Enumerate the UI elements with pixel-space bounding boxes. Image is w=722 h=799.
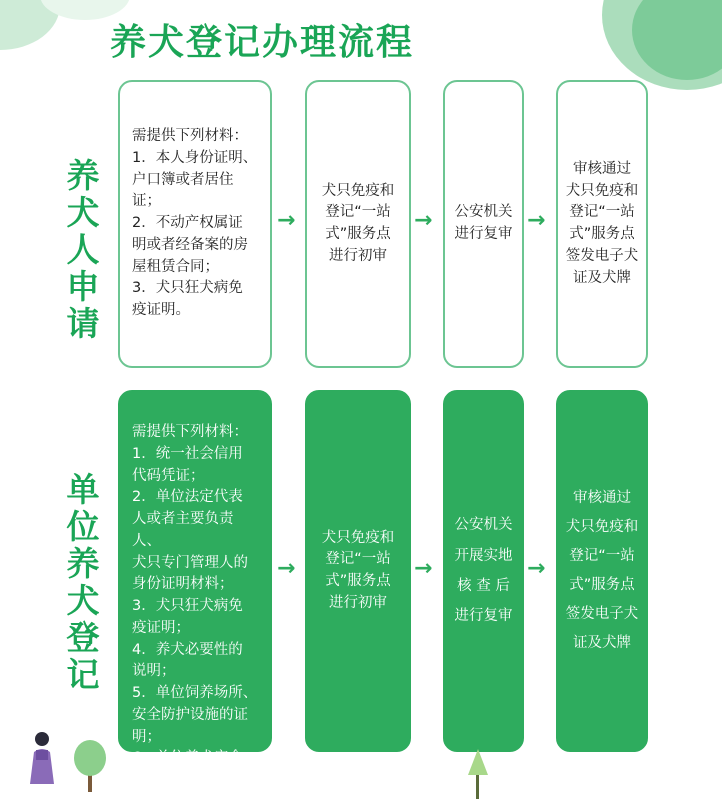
text-line: 明； [132, 728, 161, 745]
section-label-char: 犬 [66, 192, 100, 232]
section-label-char: 位 [66, 506, 100, 546]
text-line: 式”服务点 [325, 573, 391, 589]
text-line: 1．本人身份证明、 [132, 149, 258, 166]
arrow-icon: → [527, 208, 546, 233]
text-line: 式”服务点 [325, 226, 391, 242]
page-title: 养犬登记办理流程 [110, 22, 415, 63]
arrow-icon: → [414, 208, 433, 233]
text-line: 犬只专门管理人的 [132, 554, 248, 571]
section-label-text [60, 472, 106, 694]
materials-list [132, 126, 260, 322]
text-line: 公安机关 [454, 517, 513, 534]
step-box-issue-certificate [556, 80, 648, 368]
section-label-char: 登 [66, 617, 100, 657]
text-line: 3．犬只狂犬病免 [132, 598, 243, 614]
text-line: 公安机关 [454, 204, 513, 221]
text-line: 1．统一社会信用 [132, 445, 243, 462]
text-line: 疫证明； [132, 619, 190, 636]
text-line: 人或者主要负责人、 [132, 511, 234, 549]
text-line: 式”服务点 [569, 226, 635, 242]
text-line: 签发电子犬 [565, 247, 639, 264]
section-label-char: 犬 [66, 580, 100, 620]
text-line: 管理制度。 [132, 772, 205, 788]
text-line: 证及犬牌 [573, 635, 631, 651]
section-label-individual [60, 158, 106, 343]
text-line: 4．养犬必要性的 [132, 641, 243, 658]
text-line: 明或者经备案的房 [132, 236, 248, 253]
step-box-initial-review [305, 80, 411, 368]
text-line: 进行初审 [329, 247, 387, 264]
text-line: 进行复审 [454, 608, 513, 625]
text-line: 安全防护设施的证 [132, 706, 248, 723]
step-text [449, 202, 519, 246]
step-box-police-field-review [443, 390, 524, 752]
text-line: 犬只免疫和 [321, 529, 395, 546]
text-line: 证； [132, 193, 161, 210]
arrow-icon: → [277, 208, 296, 233]
text-line: 6．单位养犬安全 [132, 750, 243, 767]
text-line: 犬只免疫和 [321, 182, 395, 199]
section-label-char: 记 [66, 654, 100, 694]
text-line: 身份证明材料； [132, 576, 234, 593]
section-label-char: 请 [66, 303, 100, 343]
text-line: 签发电子犬 [565, 606, 639, 622]
text-line: 需提供下列材料： [132, 424, 248, 440]
text-line: 登记“一站 [325, 551, 391, 568]
section-label-text [60, 158, 106, 343]
text-line: 犬只免疫和 [565, 519, 639, 535]
step-text [560, 159, 645, 290]
text-line: 2．不动产权属证 [132, 215, 243, 231]
text-line: 疫证明。 [132, 302, 190, 318]
text-line: 审核通过 [573, 160, 631, 177]
step-text [316, 181, 401, 268]
text-line: 登记“一站 [569, 548, 635, 564]
section-label-char: 人 [66, 229, 100, 269]
materials-box-individual [118, 80, 272, 368]
text-line: 进行初审 [329, 594, 387, 611]
step-box-initial-review [305, 390, 411, 752]
text-line: 需提供下列材料： [132, 128, 248, 144]
text-line: 式”服务点 [569, 577, 635, 593]
text-line: 开展实地 [454, 547, 513, 564]
text-line: 5．单位饲养场所、 [132, 685, 258, 701]
text-line: 核 查 后 [457, 578, 510, 594]
step-text [316, 528, 401, 615]
text-line: 进行复审 [454, 226, 513, 242]
text-line: 3．犬只狂犬病免 [132, 280, 243, 297]
arrow-icon: → [527, 556, 546, 581]
text-line: 登记“一站 [569, 204, 635, 221]
step-box-issue-certificate [556, 390, 648, 752]
section-label-char: 单 [66, 470, 100, 509]
text-line: 登记“一站 [325, 204, 391, 221]
text-line: 说明； [132, 663, 176, 680]
text-line: 2．单位法定代表 [132, 489, 243, 506]
person-illustration-icon [22, 730, 62, 784]
text-line: 屋租赁合同； [132, 258, 219, 275]
arrow-icon: → [277, 556, 296, 581]
text-line: 审核通过 [573, 490, 631, 506]
text-line: 户口簿或者居住 [132, 171, 234, 188]
arrow-icon: → [414, 556, 433, 581]
step-text [560, 484, 645, 658]
section-label-char: 申 [66, 266, 100, 306]
section-label-char: 养 [66, 156, 100, 195]
tree-illustration-icon [460, 745, 496, 799]
text-line: 犬只免疫和 [565, 182, 639, 199]
section-label-organization [60, 472, 106, 694]
step-text [449, 510, 519, 632]
materials-box-organization [118, 390, 272, 788]
section-label-char: 养 [66, 543, 100, 583]
step-box-police-review [443, 80, 524, 368]
text-line: 证及犬牌 [573, 269, 631, 286]
materials-list [132, 422, 260, 792]
text-line: 代码凭证； [132, 467, 205, 484]
